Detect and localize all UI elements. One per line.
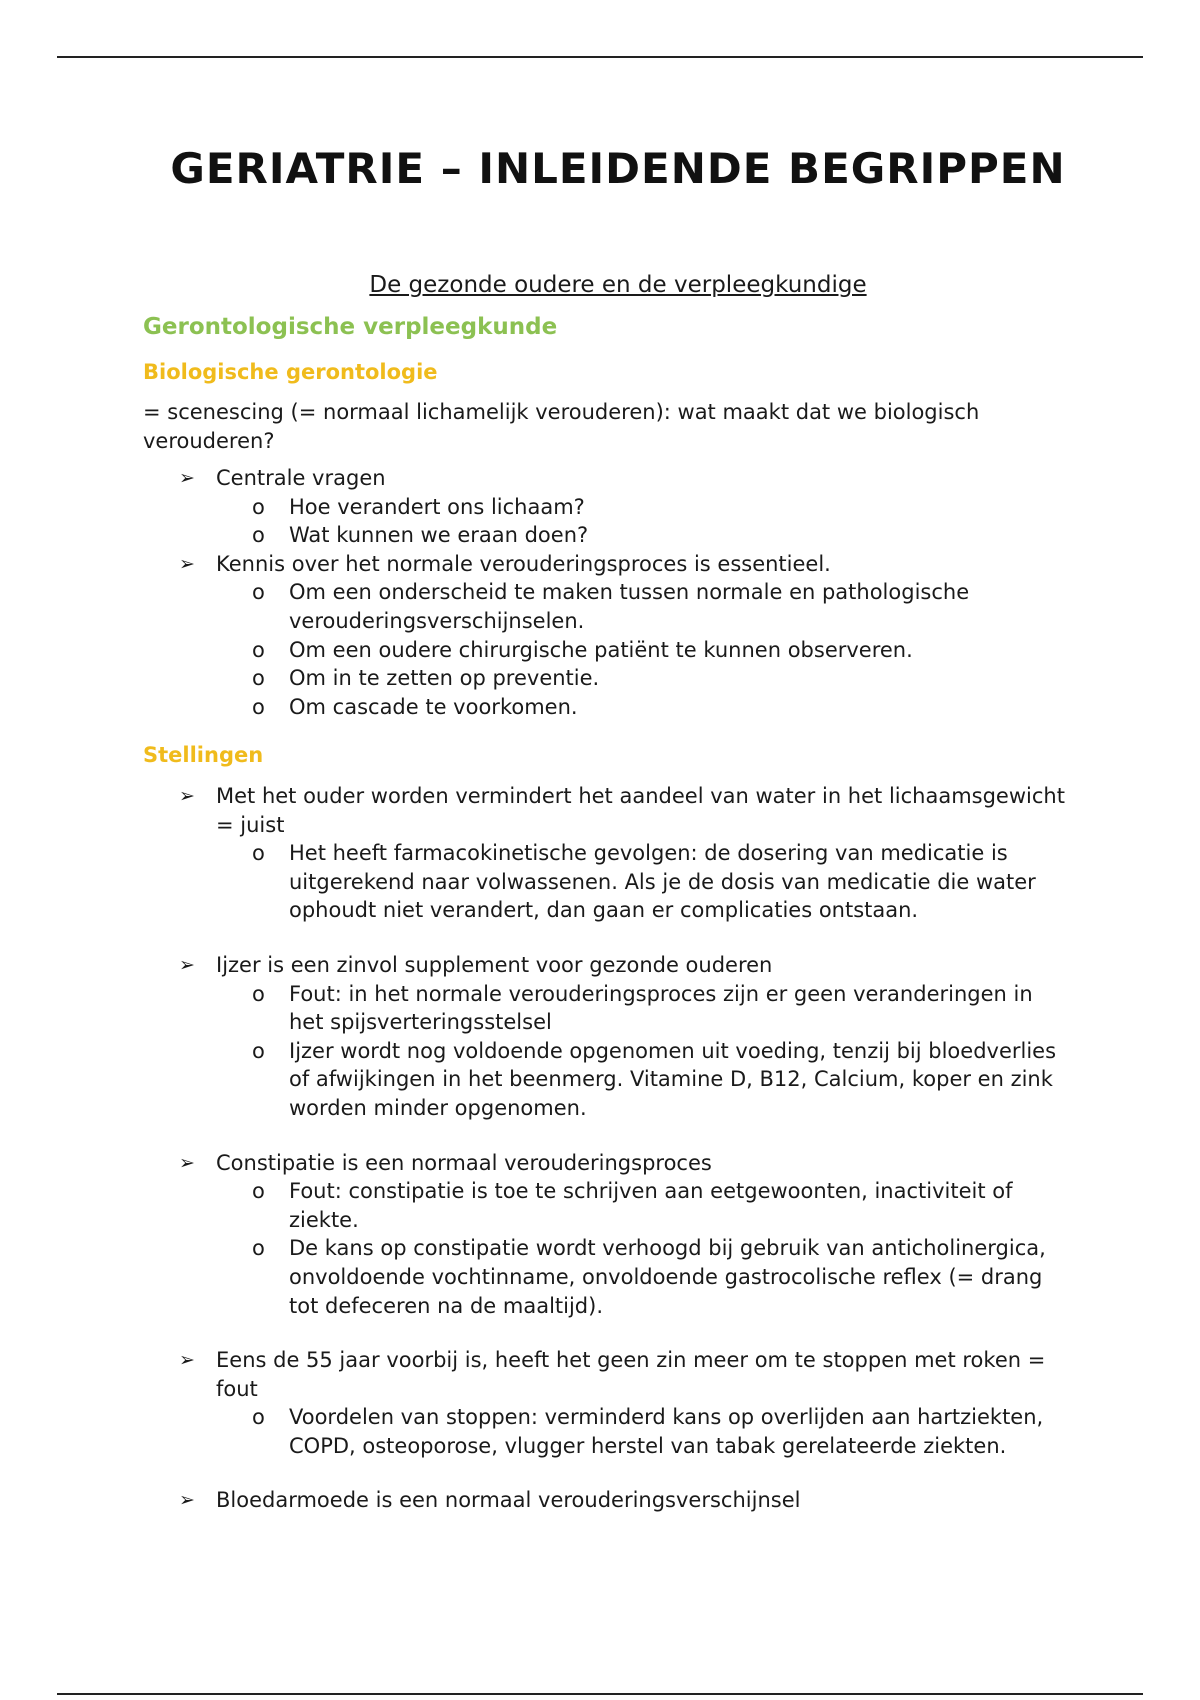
- list-spacer: [143, 1460, 1073, 1486]
- circle-bullet-icon: o: [252, 523, 265, 548]
- sub-list-item: [143, 1177, 1073, 1234]
- sub-list-item: [143, 839, 1073, 925]
- arrow-bullet-icon: ➢: [179, 1151, 195, 1174]
- circle-bullet-icon: o: [252, 841, 265, 866]
- sub-list-item-text: Fout: in het normale verouderingsproces zijn er geen veranderingen in het spijsverteringsstelsel: [289, 981, 1033, 1035]
- list-item: [143, 550, 1073, 579]
- sub-list-item: [143, 1037, 1073, 1123]
- sub-list-item: [143, 1234, 1073, 1320]
- sub-list-item-text: Ijzer wordt nog voldoende opgenomen uit voeding, tenzij bij bloedverlies of afwijkingen in het beenmerg. Vitamine D, B12, Calcium, koper en zink worden minder opgenomen.: [289, 1038, 1057, 1120]
- list-item-text: Ijzer is een zinvol supplement voor gezonde ouderen: [216, 952, 773, 977]
- arrow-bullet-icon: ➢: [179, 953, 195, 976]
- sub-list-item: [143, 578, 1073, 635]
- sub-list-item-text: Om een oudere chirurgische patiënt te kunnen observeren.: [289, 637, 913, 662]
- header-rule: [57, 56, 1143, 58]
- circle-bullet-icon: o: [252, 1405, 265, 1430]
- sub-list-item: [143, 636, 1073, 665]
- subheading-stellingen: Stellingen: [143, 743, 264, 767]
- list-item-text: Eens de 55 jaar voorbij is, heeft het geen zin meer om te stoppen met roken = fout: [216, 1348, 1046, 1401]
- circle-bullet-icon: o: [252, 494, 265, 519]
- list-spacer: [143, 1123, 1073, 1149]
- list-item: [143, 1486, 1073, 1515]
- arrow-bullet-icon: ➢: [179, 552, 195, 575]
- sub-list-item-text: Om een onderscheid te maken tussen normale en pathologische verouderingsverschijnselen.: [289, 580, 970, 633]
- sub-list-item-text: Voordelen van stoppen: verminderd kans op overlijden aan hartziekten, COPD, osteoporose, vlugger herstel van tabak gerelateerde ziekten.: [289, 1405, 1044, 1458]
- section-heading-gerontologische: Gerontologische verpleegkunde: [143, 314, 558, 340]
- sub-list-item: [143, 664, 1073, 693]
- list-spacer: [143, 925, 1073, 951]
- list-item: [143, 464, 1073, 493]
- footer-rule: [57, 1693, 1143, 1695]
- circle-bullet-icon: o: [252, 580, 265, 605]
- sub-list-item-text: Om cascade te voorkomen.: [289, 694, 578, 719]
- sub-list-item-text: Wat kunnen we eraan doen?: [289, 523, 589, 548]
- sub-list-item: [143, 693, 1073, 722]
- sub-list-item-text: Het heeft farmacokinetische gevolgen: de dosering van medicatie is uitgerekend naar volwassenen. Als je de dosis van medicatie die water ophoudt niet verandert, dan gaan er complicaties ontstaan.: [289, 841, 1036, 923]
- circle-bullet-icon: o: [252, 1038, 265, 1063]
- list-item-text: Centrale vragen: [216, 466, 386, 490]
- circle-bullet-icon: o: [252, 1236, 265, 1261]
- circle-bullet-icon: o: [252, 694, 265, 719]
- list-item-text: Constipatie is een normaal verouderingsproces: [216, 1150, 712, 1175]
- sub-list-item-text: Hoe verandert ons lichaam?: [289, 494, 585, 519]
- arrow-bullet-icon: ➢: [179, 785, 195, 807]
- sub-list-item-text: Om in te zetten op preventie.: [289, 666, 600, 691]
- circle-bullet-icon: o: [252, 1179, 265, 1204]
- circle-bullet-icon: o: [252, 637, 265, 662]
- list-item: [143, 1149, 1073, 1178]
- document-subtitle: De gezonde oudere en de verpleegkundige: [369, 272, 867, 298]
- sub-list-item-text: De kans op constipatie wordt verhoogd bij gebruik van anticholinergica, onvoldoende vochtinname, onvoldoende gastrocolische reflex (= drang tot defeceren na de maaltijd).: [289, 1236, 1046, 1318]
- intro-paragraph: = scenescing (= normaal lichamelijk verouderen): wat maakt dat we biologisch verouderen?: [143, 400, 980, 453]
- sub-list-item: [143, 1403, 1073, 1460]
- arrow-bullet-icon: ➢: [179, 1489, 195, 1512]
- circle-bullet-icon: o: [252, 666, 265, 691]
- document-title: GERIATRIE – INLEIDENDE BEGRIPPEN: [170, 144, 1066, 193]
- sub-list-item: [143, 521, 1073, 550]
- list-item: [143, 782, 1073, 839]
- arrow-bullet-icon: ➢: [179, 1349, 195, 1372]
- list-item-text: Met het ouder worden vermindert het aandeel van water in het lichaamsgewicht = juist: [216, 784, 1065, 837]
- list-item: [143, 951, 1073, 980]
- list-item-text: Bloedarmoede is een normaal verouderingsverschijnsel: [216, 1488, 801, 1513]
- arrow-bullet-icon: ➢: [179, 467, 195, 489]
- list-item: [143, 1346, 1073, 1403]
- subheading-biologische: Biologische gerontologie: [143, 360, 438, 384]
- circle-bullet-icon: o: [252, 981, 265, 1006]
- list-spacer: [143, 1320, 1073, 1346]
- bullet-list-stellingen: [143, 782, 1073, 1515]
- list-item-text: Kennis over het normale verouderingsproces is essentieel.: [216, 551, 831, 576]
- bullet-list-centrale: [143, 464, 1073, 721]
- sub-list-item: [143, 493, 1073, 522]
- sub-list-item: [143, 980, 1073, 1037]
- sub-list-item-text: Fout: constipatie is toe te schrijven aan eetgewoonten, inactiviteit of ziekte.: [289, 1179, 1013, 1232]
